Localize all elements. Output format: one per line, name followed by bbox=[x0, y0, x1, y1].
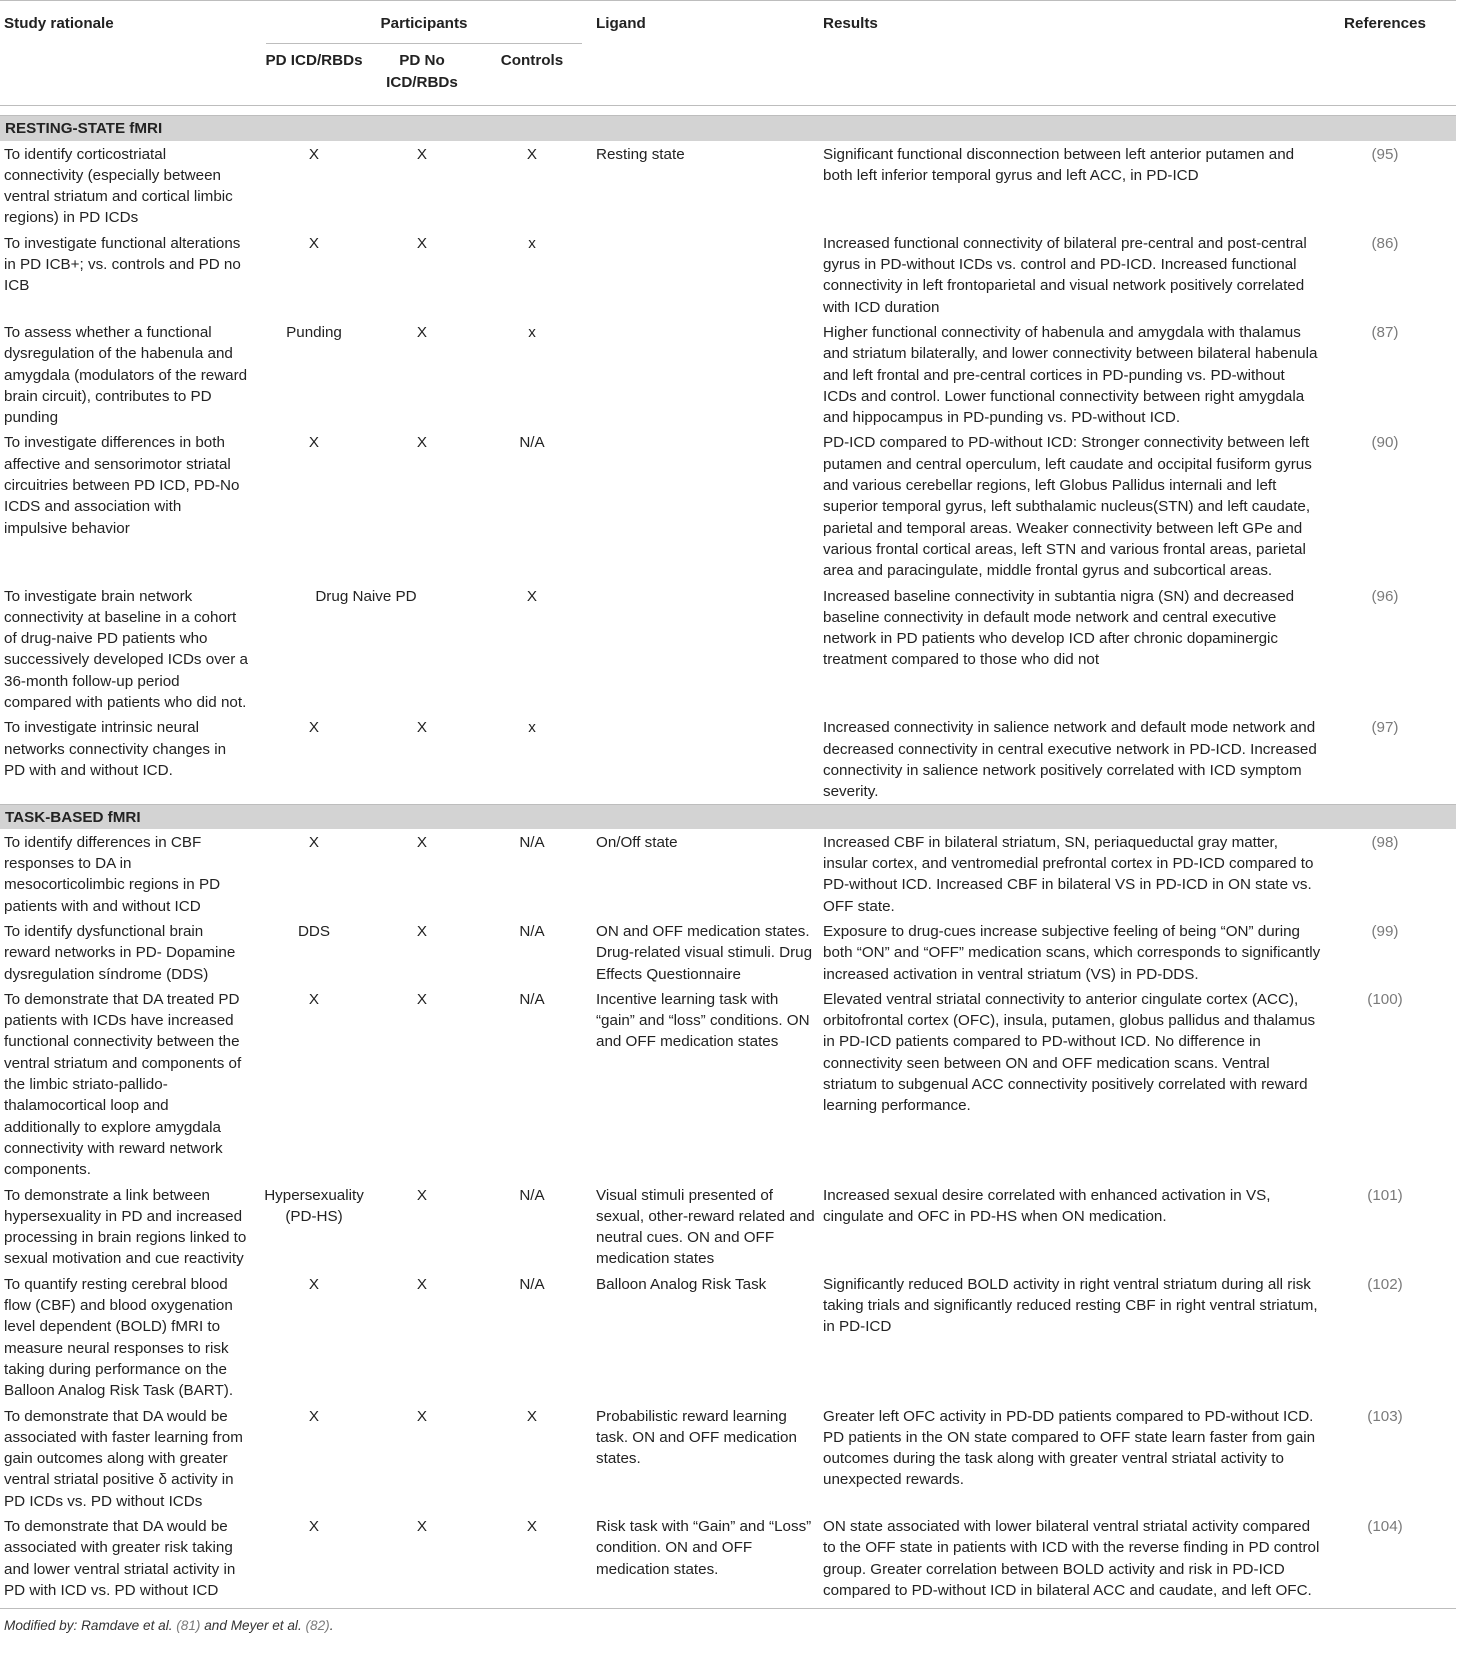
controls-cell: X bbox=[526, 587, 538, 605]
results-cell: Elevated ventral striatal connectivity to anterior cingulate cortex (ACC), orbitofrontal cortex (OFC), insula, putamen, globus pallidus and thalamus in PD-ICD patients compared to PD-without ICD. No difference in connectivity seen between ON and OFF medication scans. Ventral striatum to subgenual ACC connectivity positively correlated with reward learning performance. bbox=[823, 990, 1316, 1115]
pd-no-icd-cell: X bbox=[416, 1186, 428, 1204]
controls-cell: N/A bbox=[519, 1275, 545, 1293]
pd-icd-cell: X bbox=[308, 1518, 320, 1535]
pd-no-icd-cell: X bbox=[416, 719, 428, 737]
pd-no-icd-cell: X bbox=[416, 234, 428, 252]
rationale-cell: To demonstrate that DA would be associated with greater risk taking and lower ventral striatal activity in PD with ICD vs. PD without ICD bbox=[4, 1518, 236, 1599]
table-row bbox=[0, 986, 1456, 1182]
rationale-cell: To identify corticostriatal connectivity (especially between ventral striatum and cortical limbic regions) in PD ICDs bbox=[4, 145, 233, 227]
reference-link[interactable]: (90) bbox=[1371, 434, 1399, 452]
results-cell: Greater left OFC activity in PD-DD patients compared to PD-without ICD. PD patients in the ON state compared to OFF state learn faster from gain outcomes during the task along with greater ventral striatal activity to unexpected rewards. bbox=[823, 1407, 1316, 1489]
controls-cell: N/A bbox=[519, 833, 545, 851]
ligand-cell bbox=[590, 429, 823, 582]
ligand-cell: ON and OFF medication states. Drug-related visual stimuli. Drug Effects Questionnaire bbox=[596, 922, 813, 983]
ligand-cell: Incentive learning task with “gain” and “loss” conditions. ON and OFF medication states bbox=[596, 990, 810, 1051]
results-cell: Increased connectivity in salience network and default mode network and decreased connectivity in central executive network in PD-ICD. Increased connectivity in salience network positively correlated with ICD symptom severity. bbox=[823, 719, 1317, 801]
pd-icd-cell: X bbox=[308, 145, 320, 163]
table-body bbox=[0, 106, 1456, 1609]
header-study-rationale: Study rationale bbox=[0, 2, 258, 106]
rationale-cell: To identify differences in CBF responses to DA in mesocorticolimbic regions in PD patients with and without ICD bbox=[4, 833, 221, 915]
rationale-cell: To demonstrate that DA would be associated with faster learning from gain outcomes along with greater ventral striatal positive δ activity in PD ICDs vs. PD without ICDs bbox=[4, 1407, 243, 1510]
footnote-ref-2[interactable]: (82) bbox=[305, 1618, 330, 1634]
results-cell: Increased CBF in bilateral striatum, SN, periaqueductal gray matter, insular cortex, and ventromedial prefrontal cortex in PD-ICD compared to PD-without ICD. Increased CBF in bilateral VS in PD-ICD in ON state vs. OFF state. bbox=[823, 833, 1314, 915]
reference-link[interactable]: (102) bbox=[1367, 1275, 1403, 1293]
reference-cell bbox=[1336, 1271, 1456, 1403]
reference-link[interactable]: (104) bbox=[1367, 1518, 1403, 1535]
table-row bbox=[0, 1513, 1456, 1602]
reference-cell bbox=[1336, 829, 1456, 918]
results-cell: Increased functional connectivity of bilateral pre-central and post-central gyrus in PD-without ICDs vs. control and PD-ICD. Increased functional connectivity in left frontoparietal and visual network positively correlated with ICD duration bbox=[823, 234, 1307, 316]
reference-link[interactable]: (100) bbox=[1367, 990, 1403, 1008]
pd-no-icd-cell: X bbox=[416, 922, 428, 940]
header-participants bbox=[258, 2, 590, 44]
reference-cell bbox=[1336, 583, 1456, 715]
controls-cell: X bbox=[526, 1518, 538, 1535]
reference-cell bbox=[1336, 141, 1456, 230]
ligand-cell: Visual stimuli presented of sexual, other-reward related and neutral cues. ON and OFF medication states bbox=[596, 1186, 815, 1268]
pd-icd-cell: DDS bbox=[297, 922, 331, 940]
pd-no-icd-cell: X bbox=[416, 990, 428, 1008]
ligand-cell: Balloon Analog Risk Task bbox=[596, 1275, 767, 1293]
reference-link[interactable]: (99) bbox=[1371, 922, 1399, 940]
controls-cell: X bbox=[526, 145, 538, 163]
reference-link[interactable]: (96) bbox=[1371, 587, 1399, 605]
controls-cell: N/A bbox=[519, 434, 545, 452]
pd-icd-cell: X bbox=[308, 719, 320, 737]
rationale-cell: To investigate differences in both affective and sensorimotor striatal circuitries between PD ICD, PD-No ICDS and association with impulsive behavior bbox=[4, 434, 240, 537]
table-header bbox=[0, 1, 1456, 106]
reference-link[interactable]: (87) bbox=[1371, 323, 1399, 341]
table-row bbox=[0, 1403, 1456, 1513]
footnote-middle: and Meyer et al. bbox=[200, 1618, 306, 1634]
ligand-cell: Risk task with “Gain” and “Loss” condition. ON and OFF medication states. bbox=[596, 1518, 812, 1578]
ligand-cell bbox=[590, 714, 823, 804]
reference-cell bbox=[1336, 986, 1456, 1182]
pd-no-icd-cell: X bbox=[416, 323, 428, 341]
table-row bbox=[0, 230, 1456, 319]
header-participants-label: Participants bbox=[380, 15, 468, 32]
header-controls: Controls bbox=[474, 44, 590, 106]
pd-icd-cell: X bbox=[308, 434, 320, 452]
reference-cell bbox=[1336, 230, 1456, 319]
results-cell: PD-ICD compared to PD-without ICD: Stronger connectivity between left putamen and central operculum, left caudate and occipital fusiform gyrus and various cerebellar regions, left Globus Pallidus internali and left superior temporal gyrus, left subthalamic nucleus(STN) and left caudate, parietal and temporal areas. Weaker connectivity between left GPe and various frontal cortical areas, left STN and various frontal areas, parietal area and paracingulate, middle frontal gyrus and subcortical areas. bbox=[823, 434, 1312, 580]
pd-no-icd-cell: X bbox=[416, 1275, 428, 1293]
controls-cell: N/A bbox=[519, 1186, 545, 1204]
ligand-cell bbox=[590, 319, 823, 429]
reference-cell bbox=[1336, 918, 1456, 986]
rationale-cell: To investigate brain network connectivity at baseline in a cohort of drug-naive PD patients who successively developed ICDs over a 36-month follow-up period compared with patients who did not. bbox=[4, 587, 248, 712]
controls-cell: N/A bbox=[519, 922, 545, 940]
pd-icd-cell: Hypersexuality (PD-HS) bbox=[264, 1186, 364, 1225]
ligand-cell bbox=[590, 583, 823, 715]
table-row bbox=[0, 714, 1456, 804]
pd-no-icd-cell: X bbox=[416, 145, 428, 163]
pd-icd-cell: X bbox=[308, 234, 320, 252]
results-cell: Exposure to drug-cues increase subjective feeling of being “ON” during both “ON” and “OFF” medication scans, which corresponds to significantly increased activation in ventral striatum (VS) in PD-DDS. bbox=[823, 922, 1321, 983]
table-row bbox=[0, 1182, 1456, 1271]
reference-cell bbox=[1336, 1513, 1456, 1602]
header-pd-no-icd bbox=[370, 44, 474, 106]
reference-cell bbox=[1336, 319, 1456, 429]
pd-no-icd-cell: X bbox=[416, 1407, 428, 1425]
rationale-cell: To identify dysfunctional brain reward networks in PD- Dopamine dysregulation síndrome (DDS) bbox=[4, 922, 236, 983]
results-cell: Increased baseline connectivity in subtantia nigra (SN) and decreased baseline connectivity in default mode network and central executive network in PD patients who develop ICD after chronic dopaminergic treatment compared to those who did not bbox=[823, 587, 1295, 669]
header-results: Results bbox=[823, 2, 1336, 106]
controls-cell: x bbox=[528, 719, 536, 737]
reference-link[interactable]: (95) bbox=[1371, 145, 1399, 163]
footnote-suffix: . bbox=[329, 1618, 334, 1634]
reference-cell bbox=[1336, 429, 1456, 582]
ligand-cell: Probabilistic reward learning task. ON and OFF medication states. bbox=[596, 1407, 797, 1468]
pd-icd-cell: Punding bbox=[286, 323, 342, 341]
table-row bbox=[0, 141, 1456, 230]
table-row bbox=[0, 1271, 1456, 1403]
pd-icd-cell: X bbox=[308, 1275, 320, 1293]
participants-span-cell: Drug Naive PD bbox=[315, 587, 417, 605]
pd-no-icd-cell: X bbox=[416, 434, 428, 452]
header-pd-icd: PD ICD/RBDs bbox=[258, 44, 370, 106]
reference-cell bbox=[1336, 1182, 1456, 1271]
controls-cell: x bbox=[528, 323, 536, 341]
table-footnote bbox=[0, 1609, 1461, 1633]
rationale-cell: To demonstrate a link between hypersexuality in PD and increased processing in brain regions linked to sexual motivation and cue reactivity bbox=[4, 1186, 247, 1268]
section-header bbox=[0, 804, 1456, 829]
table-row bbox=[0, 319, 1456, 429]
pd-icd-cell: X bbox=[308, 833, 320, 851]
pd-no-icd-cell: X bbox=[416, 833, 428, 851]
pd-icd-cell: X bbox=[308, 990, 320, 1008]
reference-link[interactable]: (101) bbox=[1367, 1186, 1403, 1204]
table-row bbox=[0, 829, 1456, 918]
controls-cell: x bbox=[528, 234, 536, 252]
footnote-ref-1[interactable]: (81) bbox=[176, 1618, 201, 1634]
ligand-cell bbox=[590, 230, 823, 319]
section-header bbox=[0, 116, 1456, 141]
reference-link[interactable]: (103) bbox=[1367, 1407, 1403, 1425]
controls-cell: X bbox=[526, 1407, 538, 1425]
reference-cell bbox=[1336, 1403, 1456, 1513]
rationale-cell: To investigate functional alterations in PD ICB+; vs. controls and PD no ICB bbox=[4, 234, 241, 295]
results-cell: Significant functional disconnection between left anterior putamen and both left inferior temporal gyrus and left ACC, in PD-ICD bbox=[823, 145, 1295, 184]
controls-cell: N/A bbox=[519, 990, 545, 1008]
rationale-cell: To assess whether a functional dysregulation of the habenula and amygdala (modulators of the reward brain circuit), contributes to PD punding bbox=[4, 323, 248, 427]
reference-link[interactable]: (86) bbox=[1371, 234, 1399, 252]
reference-link[interactable]: (97) bbox=[1371, 719, 1399, 737]
rationale-cell: To quantify resting cerebral blood flow (CBF) and blood oxygenation level dependent (BOLD) fMRI to measure neural responses to risk taking during performance on the Balloon Analog Risk Task (BART). bbox=[4, 1275, 234, 1400]
pd-icd-cell: X bbox=[308, 1407, 320, 1425]
pd-no-icd-cell: X bbox=[416, 1518, 428, 1535]
header-references: References bbox=[1336, 2, 1456, 106]
reference-cell bbox=[1336, 714, 1456, 804]
ligand-cell: Resting state bbox=[596, 145, 685, 163]
results-cell: Significantly reduced BOLD activity in right ventral striatum during all risk taking trials and significantly reduced resting CBF in right ventral striatum, in PD-ICD bbox=[823, 1275, 1318, 1336]
ligand-cell: On/Off state bbox=[596, 833, 678, 851]
header-ligand: Ligand bbox=[590, 2, 823, 106]
section-title: RESTING-STATE fMRI bbox=[0, 116, 1456, 141]
table-row bbox=[0, 918, 1456, 986]
rationale-cell: To investigate intrinsic neural networks connectivity changes in PD with and without ICD. bbox=[4, 719, 227, 779]
results-cell: Increased sexual desire correlated with enhanced activation in VS, cingulate and OFC in PD-HS when ON medication. bbox=[823, 1186, 1271, 1225]
header-pd-no-icd-label: PD No ICD/RBDs bbox=[386, 52, 458, 91]
table-row bbox=[0, 429, 1456, 582]
results-cell: Higher functional connectivity of habenula and amygdala with thalamus and striatum bilaterally, and lower connectivity between bilateral habenula and left frontal and pre-central cortices in PD-punding vs. PD-without ICDs and control. Lower functional connectivity between right amygdala and hippocampus in PD-punding vs. PD-without ICD. bbox=[823, 323, 1318, 427]
reference-link[interactable]: (98) bbox=[1371, 833, 1399, 851]
table-row bbox=[0, 583, 1456, 715]
results-cell: ON state associated with lower bilateral ventral striatal activity compared to the OFF state in patients with ICD with the reverse finding in PD control group. Greater correlation between BOLD activity and risk in PD-ICD compared to PD-without ICD in bilateral ACC and caudate, and left OFC. bbox=[823, 1518, 1320, 1599]
footnote-prefix: Modified by: Ramdave et al. bbox=[4, 1618, 177, 1634]
section-title: TASK-BASED fMRI bbox=[0, 804, 1456, 829]
rationale-cell: To demonstrate that DA treated PD patients with ICDs have increased functional connectivity between the ventral striatum and components of the limbic striato-pallido-thalamocortical loop and additionally to explore amygdala connectivity with reward network components. bbox=[4, 990, 242, 1179]
